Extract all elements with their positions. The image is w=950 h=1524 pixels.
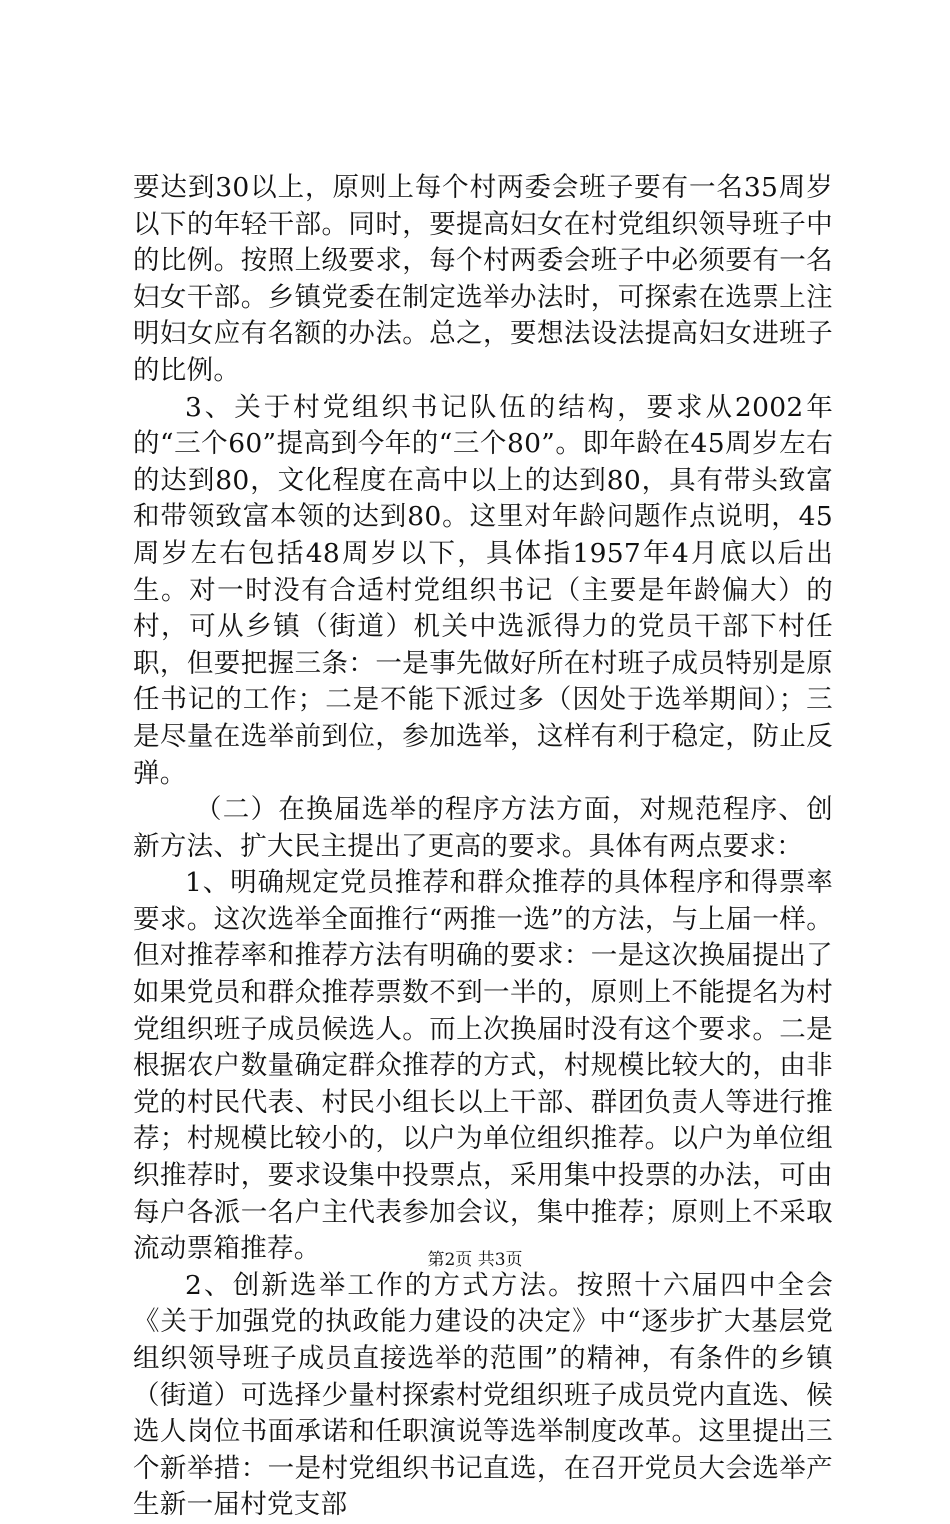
paragraph-continued: 要达到30以上，原则上每个村两委会班子要有一名35周岁以下的年轻干部。同时，要提高妇女在村党组织领导班子中的比例。按照上级要求，每个村两委会班子中必须要有一名妇女干部。乡镇党委在制定选举办法时，可探索在选票上注明妇女应有名额的办法。总之，要想法设法提高妇女进班子的比例。 xyxy=(133,172,833,386)
paragraph-innovation-methods: 2、创新选举工作的方式方法。按照十六届四中全会《关于加强党的执政能力建设的决定》中“逐步扩大基层党组织领导班子成员直接选举的范围”的精神，有条件的乡镇（街道）可选择少量村探索村党组织班子成员党内直选、候选人岗位书面承诺和任职演说等选举制度改革。这里提出三个新举措：一是村党组织书记直选，在召开党员大会选举产生新一届村党支部 xyxy=(133,1269,833,1521)
paragraph-section-two-heading: （二）在换届选举的程序方法方面，对规范程序、创新方法、扩大民主提出了更高的要求。具体有两点要求： xyxy=(133,794,833,862)
document-body xyxy=(133,170,833,1524)
paragraph-secretary-structure: 3、关于村党组织书记队伍的结构，要求从2002年的“三个60”提高到今年的“三个80”。即年龄在45周岁左右的达到80，文化程度在高中以上的达到80，具有带头致富和带领致富本领的达到80。这里对年龄问题作点说明，45周岁左右包括48周岁以下，具体指1957年4月底以后出生。对一时没有合适村党组织书记（主要是年龄偏大）的村，可从乡镇（街道）机关中选派得力的党员干部下村任职，但要把握三条：一是事先做好所在村班子成员特别是原任书记的工作；二是不能下派过多（因处于选举期间）；三是尽量在选举前到位，参加选举，这样有利于稳定，防止反弹。 xyxy=(133,391,833,789)
paragraph-recommendation-procedure: 1、明确规定党员推荐和群众推荐的具体程序和得票率要求。这次选举全面推行“两推一选”的方法，与上届一样。但对推荐率和推荐方法有明确的要求：一是这次换届提出了如果党员和群众推荐票数不到一半的，原则上不能提名为村党组织班子成员候选人。而上次换届时没有这个要求。二是根据农户数量确定群众推荐的方式，村规模比较大的，由非党的村民代表、村民小组长以上干部、群团负责人等进行推荐；村规模比较小的，以户为单位组织推荐。以户为单位组织推荐时，要求设集中投票点，采用集中投票的办法，可由每户各派一名户主代表参加会议，集中推荐；原则上不采取流动票箱推荐。 xyxy=(133,867,833,1265)
page-footer: 第2页 共3页 xyxy=(427,1250,523,1270)
